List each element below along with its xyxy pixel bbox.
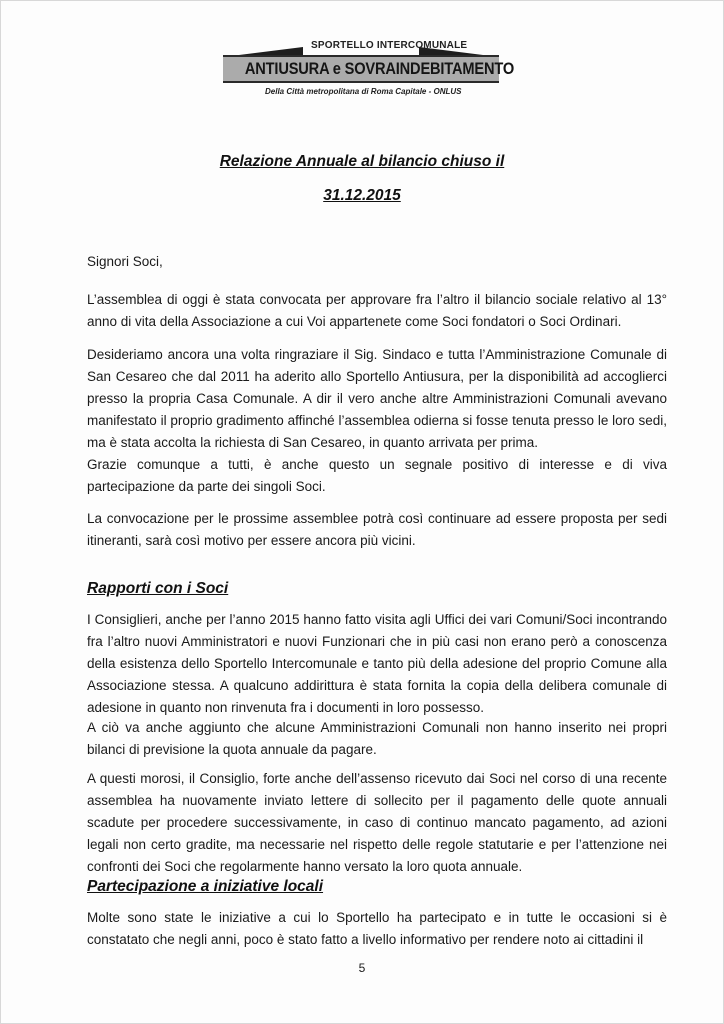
logo-main-text: ANTIUSURA e SOVRAINDEBITAMENTO <box>244 59 515 78</box>
paragraph: Molte sono state le iniziative a cui lo Sportello ha partecipato e in tutte le occasioni si è constatato che negli anni, poco è stato fatto a livello informativo per rendere noto ai cittadini il <box>87 910 667 947</box>
report-date: 31.12.2015 <box>323 187 401 204</box>
logo-top-text: SPORTELLO INTERCOMUNALE <box>311 40 468 51</box>
greeting: Signori Soci, <box>87 254 163 269</box>
paragraph: L’assemblea di oggi è stata convocata per approvare fra l’altro il bilancio sociale relativo al 13° anno di vita della Associazione a cui Voi appartenete come Soci fondatori o Soci Ordinari. <box>87 292 667 329</box>
paragraph: Desideriamo ancora una volta ringraziare il Sig. Sindaco e tutta l’Amministrazione Comunale di San Cesareo che dal 2011 ha aderito allo Sportello Antiusura, per la disponibilità ad accoglierci presso la propria Casa Comunale. A dir il vero anche altre Amministrazioni Comunali avevano manifestato il proprio gradimento affinché l’assemblea odierna si fosse tenuta presso le loro sedi, ma è stata accolta la richiesta di San Cesareo, in quanto arrivata per prima. <box>87 347 667 450</box>
section-heading: Rapporti con i Soci <box>87 580 229 597</box>
logo-band <box>223 55 515 83</box>
logo-sub-text: Della Città metropolitana di Roma Capitale - ONLUS <box>265 87 462 96</box>
paragraph: La convocazione per le prossime assemblee potrà così continuare ad essere proposta per sedi itineranti, sarà così motivo per essere ancora più vicini. <box>87 511 667 548</box>
paragraph: I Consiglieri, anche per l’anno 2015 hanno fatto visita agli Uffici dei vari Comuni/Soci incontrando fra l’altro nuovi Amministratori e nuovi Funzionari che in più casi non erano però a conoscenza della esistenza dello Sportello Intercomunale e tanto più della adesione del proprio Comune alla Associazione stessa. A qualcuno addirittura è stata fornita la copia della delibera comunale di adesione in quanto non rinvenuta fra i documenti in loro possesso. <box>87 612 667 715</box>
page-number: 5 <box>358 961 366 975</box>
section-heading: Partecipazione a iniziative locali <box>87 878 324 895</box>
paragraph: A ciò va anche aggiunto che alcune Amministrazioni Comunali non hanno inserito nei propri bilanci di previsione la quota annuale da pagare. <box>87 720 667 757</box>
paragraph: A questi morosi, il Consiglio, forte anche dell’assenso ricevuto dai Soci nel corso di una recente assemblea ha nuovamente inviato lettere di sollecito per il pagamento delle quote annuali scadute per procedere successivamente, in caso di continuo mancato pagamento, ad azioni legali non certo gradite, ma necessarie nel rispetto delle regole statutarie e per l’attenzione nei confronti dei Soci che regolarmente hanno versato la loro quota annuale. <box>87 771 667 874</box>
report-title: Relazione Annuale al bilancio chiuso il <box>219 153 505 170</box>
paragraph: Grazie comunque a tutti, è anche questo un segnale positivo di interesse e di viva partecipazione da parte dei singoli Soci. <box>87 457 667 494</box>
association-logo <box>223 37 515 99</box>
